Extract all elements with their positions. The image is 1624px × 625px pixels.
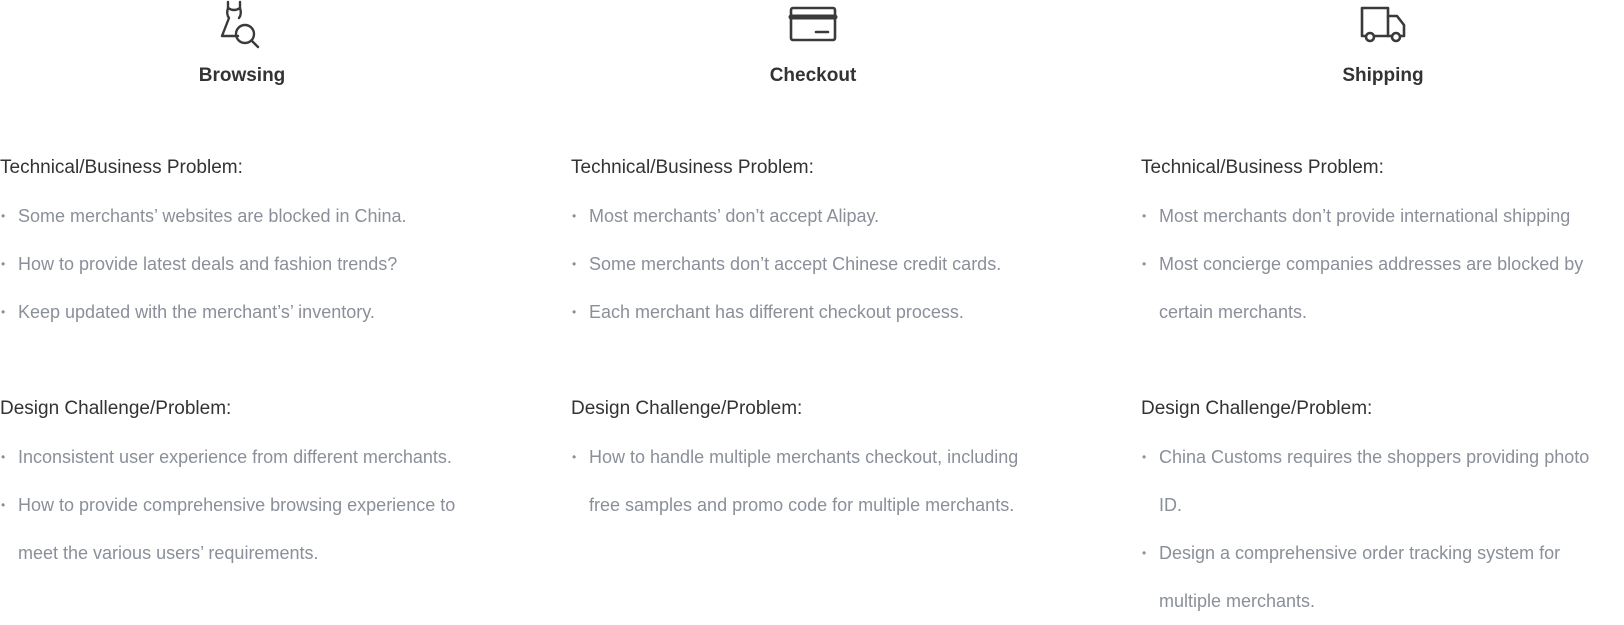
column-shipping <box>1141 0 1624 611</box>
section-heading: Technical/Business Problem: <box>0 157 243 178</box>
bullet-icon: • <box>572 257 577 271</box>
section-heading: Design Challenge/Problem: <box>1141 398 1373 419</box>
design-problem-section <box>0 397 520 577</box>
list-item: • Some merchants’ websites are blocked in China. <box>0 192 520 240</box>
list-item: • How to handle multiple merchants checkout, including free samples and promo code for multiple merchants. <box>571 433 1041 529</box>
section-heading: Design Challenge/Problem: <box>0 398 232 419</box>
list-item: • Each merchant has different checkout process. <box>571 288 1091 336</box>
column-checkout <box>571 0 1091 566</box>
truck-icon <box>1358 0 1408 50</box>
bullet-icon: • <box>1 209 6 223</box>
column-title: Browsing <box>198 65 286 86</box>
section-heading: Technical/Business Problem: <box>571 157 814 178</box>
bullet-icon: • <box>1 305 6 319</box>
list-item: • Most merchants’ don’t accept Alipay. <box>571 192 1091 240</box>
list-item: • Keep updated with the merchant’s’ inventory. <box>0 288 520 336</box>
section-heading: Design Challenge/Problem: <box>571 398 803 419</box>
column-title: Checkout <box>769 65 857 86</box>
design-problem-list <box>1141 433 1611 625</box>
bullet-icon: • <box>572 209 577 223</box>
section-heading: Technical/Business Problem: <box>1141 157 1384 178</box>
tech-problem-list <box>571 192 1091 336</box>
list-item: • How to provide comprehensive browsing experience to meet the various users’ requirements. <box>0 481 470 577</box>
tech-problem-list <box>1141 192 1611 336</box>
list-item: • Design a comprehensive order tracking system for multiple merchants. <box>1141 529 1611 625</box>
bullet-icon: • <box>572 450 577 464</box>
column-browsing <box>0 0 520 566</box>
bullet-icon: • <box>1142 450 1147 464</box>
bullet-icon: • <box>1142 546 1147 560</box>
bullet-icon: • <box>1 498 6 512</box>
list-item: • How to provide latest deals and fashion trends? <box>0 240 520 288</box>
credit-card-icon <box>788 0 838 50</box>
bullet-icon: • <box>572 305 577 319</box>
column-title: Shipping <box>1342 65 1424 86</box>
bullet-icon: • <box>1 450 6 464</box>
design-problem-list <box>0 433 470 577</box>
tech-problem-section <box>0 156 520 336</box>
list-item: • Most concierge companies addresses are blocked by certain merchants. <box>1141 240 1611 336</box>
design-problem-list <box>571 433 1041 529</box>
list-item: • Most merchants don’t provide international shipping <box>1141 192 1611 240</box>
design-problem-section <box>571 397 1091 529</box>
dress-search-icon <box>216 0 266 50</box>
list-item: • Inconsistent user experience from different merchants. <box>0 433 470 481</box>
tech-problem-section <box>571 156 1091 336</box>
design-problem-section <box>1141 397 1624 625</box>
bullet-icon: • <box>1 257 6 271</box>
list-item: • China Customs requires the shoppers providing photo ID. <box>1141 433 1611 529</box>
tech-problem-section <box>1141 156 1624 336</box>
bullet-icon: • <box>1142 209 1147 223</box>
list-item: • Some merchants don’t accept Chinese credit cards. <box>571 240 1091 288</box>
tech-problem-list <box>0 192 520 336</box>
bullet-icon: • <box>1142 257 1147 271</box>
